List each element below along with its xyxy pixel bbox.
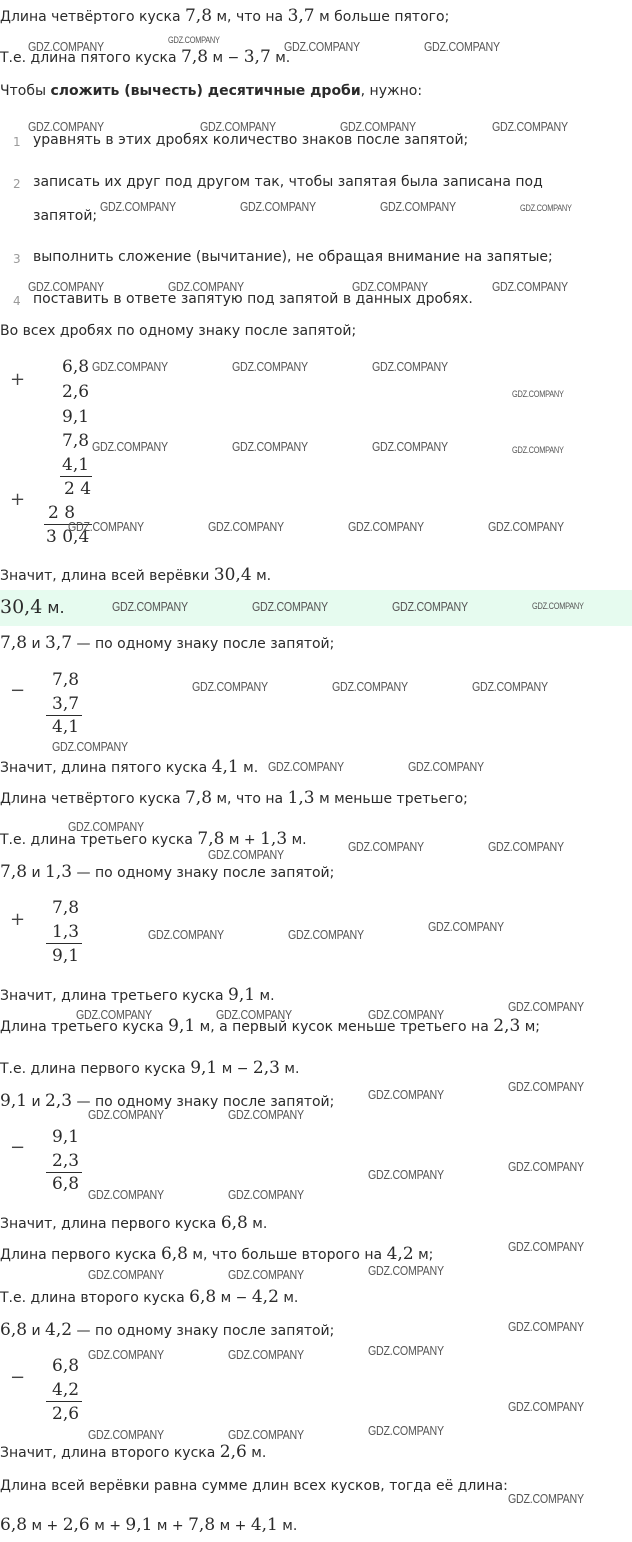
watermark: GDZ.COMPANY xyxy=(68,519,144,534)
watermark: GDZ.COMPANY xyxy=(192,679,268,694)
watermark: GDZ.COMPANY xyxy=(508,1079,584,1094)
text-line: Значит, длина пятого куска 4,1 м. xyxy=(0,757,259,777)
watermark: GDZ.COMPANY xyxy=(88,1347,164,1362)
watermark: GDZ.COMPANY xyxy=(368,1087,444,1102)
watermark: GDZ.COMPANY xyxy=(28,119,104,134)
watermark: GDZ.COMPANY xyxy=(532,601,584,611)
watermark: GDZ.COMPANY xyxy=(520,203,572,213)
watermark: GDZ.COMPANY xyxy=(216,1007,292,1022)
watermark: GDZ.COMPANY xyxy=(92,359,168,374)
watermark: GDZ.COMPANY xyxy=(148,927,224,942)
watermark: GDZ.COMPANY xyxy=(492,119,568,134)
watermark: GDZ.COMPANY xyxy=(228,1427,304,1442)
watermark: GDZ.COMPANY xyxy=(492,279,568,294)
watermark: GDZ.COMPANY xyxy=(168,35,220,45)
watermark: GDZ.COMPANY xyxy=(88,1427,164,1442)
text-line: Во всех дробях по одному знаку после запятой; xyxy=(0,323,357,339)
watermark: GDZ.COMPANY xyxy=(228,1267,304,1282)
watermark: GDZ.COMPANY xyxy=(392,599,468,614)
watermark: GDZ.COMPANY xyxy=(284,39,360,54)
watermark: GDZ.COMPANY xyxy=(508,1491,584,1506)
watermark: GDZ.COMPANY xyxy=(288,927,364,942)
watermark: GDZ.COMPANY xyxy=(368,1007,444,1022)
watermark: GDZ.COMPANY xyxy=(368,1423,444,1438)
watermark: GDZ.COMPANY xyxy=(508,1159,584,1174)
watermark: GDZ.COMPANY xyxy=(512,445,564,455)
text-line: 7,8 и 3,7 — по одному знаку после запятой; xyxy=(0,633,335,653)
watermark: GDZ.COMPANY xyxy=(88,1107,164,1122)
text-line: Длина всей верёвки равна сумме длин всех кусков, тогда её длина: xyxy=(0,1478,508,1494)
watermark: GDZ.COMPANY xyxy=(92,439,168,454)
text-line: Значит, длина второго куска 2,6 м. xyxy=(0,1442,267,1462)
watermark: GDZ.COMPANY xyxy=(508,1319,584,1334)
watermark: GDZ.COMPANY xyxy=(488,839,564,854)
text-line: Длина четвёртого куска 7,8 м, что на 3,7 м больше пятого; xyxy=(0,6,450,26)
text-line: 7,8 и 1,3 — по одному знаку после запятой; xyxy=(0,862,335,882)
watermark: GDZ.COMPANY xyxy=(372,439,448,454)
watermark: GDZ.COMPANY xyxy=(252,599,328,614)
text-line: Длина третьего куска 9,1 м, а первый кусок меньше третьего на 2,3 м; xyxy=(0,1016,541,1036)
text-line: Длина первого куска 6,8 м, что больше второго на 4,2 м; xyxy=(0,1244,434,1264)
watermark: GDZ.COMPANY xyxy=(508,1399,584,1414)
watermark: GDZ.COMPANY xyxy=(508,1239,584,1254)
text-line: Т.е. длина первого куска 9,1 м − 2,3 м. xyxy=(0,1058,300,1078)
watermark: GDZ.COMPANY xyxy=(488,519,564,534)
watermark: GDZ.COMPANY xyxy=(208,519,284,534)
rule-heading: Чтобы сложить (вычесть) десятичные дроби, нужно: xyxy=(0,83,423,99)
answer-text: 30,4 м. xyxy=(0,596,65,618)
watermark: GDZ.COMPANY xyxy=(368,1263,444,1278)
watermark: GDZ.COMPANY xyxy=(380,199,456,214)
watermark: GDZ.COMPANY xyxy=(88,1187,164,1202)
text-line: 9,1 и 2,3 — по одному знаку после запятой; xyxy=(0,1091,335,1111)
watermark: GDZ.COMPANY xyxy=(508,999,584,1014)
watermark: GDZ.COMPANY xyxy=(348,519,424,534)
text-line: Т.е. длина второго куска 6,8 м − 4,2 м. xyxy=(0,1287,299,1307)
watermark: GDZ.COMPANY xyxy=(200,119,276,134)
watermark: GDZ.COMPANY xyxy=(332,679,408,694)
watermark: GDZ.COMPANY xyxy=(512,389,564,399)
watermark: GDZ.COMPANY xyxy=(340,119,416,134)
watermark: GDZ.COMPANY xyxy=(348,839,424,854)
text-line: Значит, длина всей верёвки 30,4 м. xyxy=(0,565,272,585)
watermark: GDZ.COMPANY xyxy=(372,359,448,374)
watermark: GDZ.COMPANY xyxy=(368,1167,444,1182)
watermark: GDZ.COMPANY xyxy=(228,1107,304,1122)
watermark: GDZ.COMPANY xyxy=(472,679,548,694)
watermark: GDZ.COMPANY xyxy=(52,739,128,754)
watermark: GDZ.COMPANY xyxy=(232,439,308,454)
watermark: GDZ.COMPANY xyxy=(428,919,504,934)
watermark: GDZ.COMPANY xyxy=(28,279,104,294)
text-line: Т.е. длина третьего куска 7,8 м + 1,3 м. xyxy=(0,829,307,849)
text-line: Длина четвёртого куска 7,8 м, что на 1,3 м меньше третьего; xyxy=(0,788,468,808)
watermark: GDZ.COMPANY xyxy=(100,199,176,214)
watermark: GDZ.COMPANY xyxy=(208,847,284,862)
watermark: GDZ.COMPANY xyxy=(240,199,316,214)
text-line: 6,8 м + 2,6 м + 9,1 м + 7,8 м + 4,1 м. xyxy=(0,1515,298,1535)
text-line: Т.е. длина пятого куска 7,8 м − 3,7 м. xyxy=(0,47,291,67)
text-line: Значит, длина третьего куска 9,1 м. xyxy=(0,985,275,1005)
watermark: GDZ.COMPANY xyxy=(268,759,344,774)
watermark: GDZ.COMPANY xyxy=(28,39,104,54)
watermark: GDZ.COMPANY xyxy=(368,1343,444,1358)
watermark: GDZ.COMPANY xyxy=(168,279,244,294)
text-line: 6,8 и 4,2 — по одному знаку после запятой; xyxy=(0,1320,335,1340)
watermark: GDZ.COMPANY xyxy=(352,279,428,294)
watermark: GDZ.COMPANY xyxy=(228,1347,304,1362)
watermark: GDZ.COMPANY xyxy=(408,759,484,774)
watermark: GDZ.COMPANY xyxy=(424,39,500,54)
watermark: GDZ.COMPANY xyxy=(232,359,308,374)
text-line: Значит, длина первого куска 6,8 м. xyxy=(0,1213,268,1233)
watermark: GDZ.COMPANY xyxy=(88,1267,164,1282)
watermark: GDZ.COMPANY xyxy=(228,1187,304,1202)
watermark: GDZ.COMPANY xyxy=(68,819,144,834)
watermark: GDZ.COMPANY xyxy=(112,599,188,614)
watermark: GDZ.COMPANY xyxy=(76,1007,152,1022)
